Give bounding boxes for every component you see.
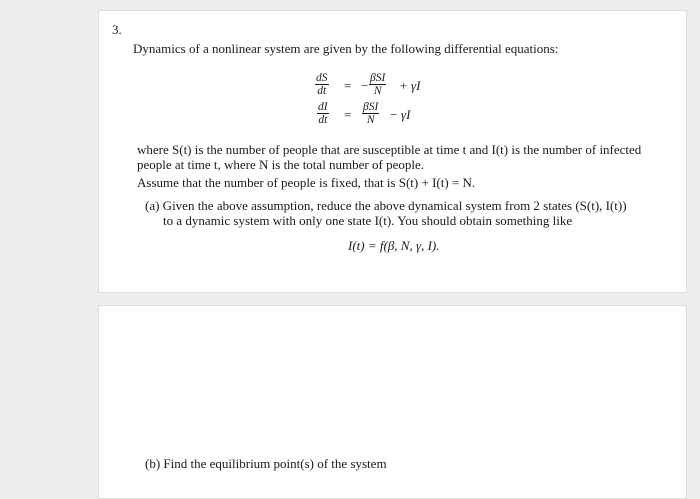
part-a-line-1: (a) Given the above assumption, reduce the above dynamical system from 2 states (S(t), I(t)) — [145, 198, 627, 213]
part-b-text: (b) Find the equilibrium point(s) of the system — [145, 456, 387, 471]
part-a-line-2: to a dynamic system with only one state I(t). You should obtain something like — [163, 213, 573, 228]
eq1-lhs-fraction — [315, 72, 329, 97]
eq2-equals: = — [344, 107, 352, 122]
eq1-rhs-tail: + γI — [399, 78, 421, 93]
eq1-lhs-denominator: dt — [317, 85, 327, 97]
eq2-lhs-denominator: dt — [318, 114, 328, 126]
eq1-minus-sign: − — [361, 78, 369, 93]
eq1-equals: = — [344, 78, 352, 93]
eq2-rhs-tail: − γI — [389, 107, 411, 122]
where-text-line-2: people at time t, where N is the total number of people. — [137, 157, 424, 172]
assumption-text: Assume that the number of people is fixed, that is S(t) + I(t) = N. — [137, 175, 476, 190]
problem-number: 3. — [112, 22, 122, 37]
eq2-lhs-fraction — [317, 101, 329, 126]
eq2-rhs-numerator: βSI — [363, 101, 379, 113]
eq1-rhs-fraction — [369, 72, 386, 97]
eq1-lhs-numerator: dS — [316, 72, 328, 84]
where-text-line-1: where S(t) is the number of people that are susceptible at time t and I(t) is the number of infected — [137, 142, 642, 157]
part-a-formula: I(t) = f(β, N, γ, I). — [348, 238, 440, 253]
eq2-rhs-fraction — [362, 101, 379, 126]
eq2-lhs-numerator: dI — [318, 101, 328, 113]
eq1-rhs-denominator: N — [373, 85, 382, 97]
problem-intro: Dynamics of a nonlinear system are given by the following differential equations: — [133, 41, 559, 56]
eq1-rhs-numerator: βSI — [370, 72, 386, 84]
eq2-rhs-denominator: N — [366, 114, 375, 126]
